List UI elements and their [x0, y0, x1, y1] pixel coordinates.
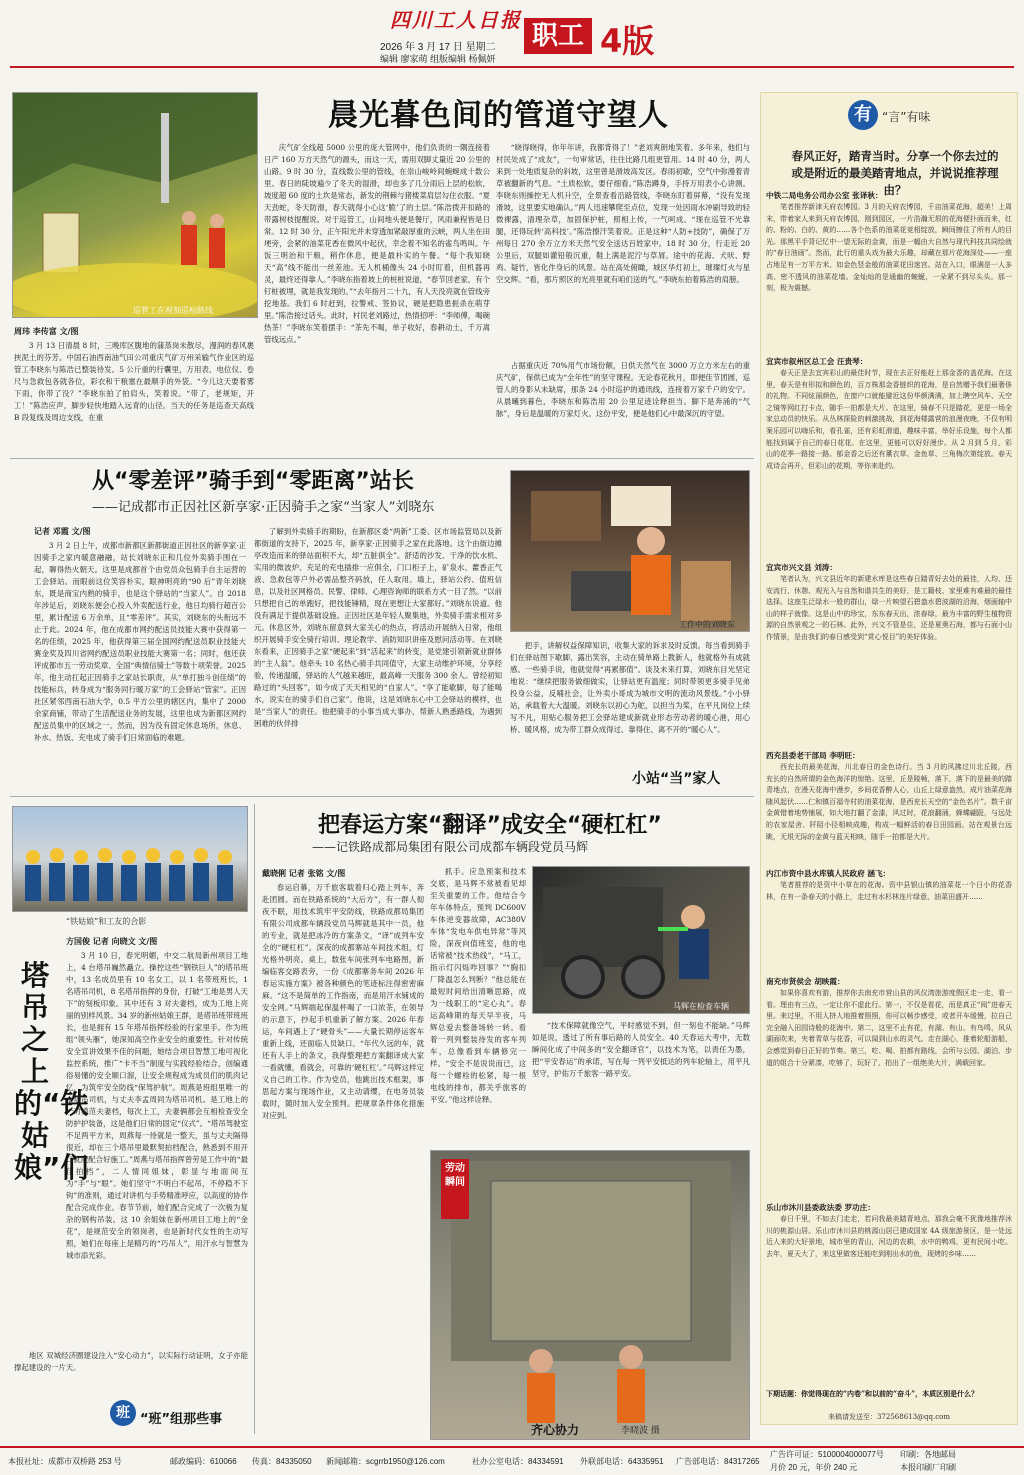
footer-postcode: 邮政编码：610066	[170, 1457, 237, 1466]
entry-2-body: 春天正是去宜宾彩山的最佳时节，现在去正好能赶上那金香的盖花海。在这里，春天是有形拟和颜色的，百万株那金香链织的花海，是自然赠予我们最奢侈的礼物。不同炫丽颜色，在窗户口就能避近这份华颜满满，加上聘空风车、天空之镜等网红打卡点，随手一拍都是大片。在这里，骑春不只是踏花，更是一场全家总动员的快乐。从丛林探险的刺激挑战，到花海楼露营的浪漫夜晚，不仅有明案乐园可以嗨乐和，看孔雀，还有彩虹滑道，趣味丰富，举好乐设施，每个人都能找到属于自己的春日花花。在这里，更能可以好好漫步。从 2 月到 5 月，彩山的花季一路接一路。郁金香之后还有薰衣草、金鱼草、三角梅次第绽放。春天成诗会再开，但彩山的花期，等你来赴约。	[766, 369, 1012, 470]
footer-email: 新闻邮箱：scgrrb1950@126.com	[326, 1457, 445, 1466]
entry-2-author: 宜宾市叙州区总工会 汪贵琴：	[766, 357, 868, 366]
footer-license: 广告许可证：5100004000077号	[770, 1450, 884, 1459]
story1-col4	[496, 360, 750, 452]
labor-moment-tag: 劳动瞬间	[441, 1159, 469, 1219]
crane-team-photo	[12, 806, 248, 912]
teamwork-photo-caption: 齐心协力	[531, 1423, 580, 1437]
story3-col3-text: “技术保障就像空气，平时感觉不到，但一刻也不能缺。”马辉如是说，透过了所有事后路的人员安全。40 天春运大考中，无数瞬间化成了中间多的“安全翻译官”，以技术为笔，以责任为墨，把“平安春运”的承诺，写在每一列平安抵达的列车轮轴上，用平凡坚守，护佑万千旅客一路平安。	[532, 1021, 750, 1078]
team-badge-icon: 班	[110, 1400, 136, 1426]
divider-3	[254, 804, 255, 1434]
entry-3-body: 笔者认为，兴文县近年的新建水库是这些春日踏青好去处的最佳，人均、还安流行，休憩、观光入与自然和谐共生的美好，是工籍枝、家里难有难最的最佳选择。这座生泛绿水一般的群山，绿一片映望石碧盎水碧波湖的沿海，烟画轴中山的样子就像。这是山中的珍宝，东东春天出，浓春绿，最为丰富的野生植物资源的自然景观之一的石林。此外，兴文不管是住，还是夏奥石海，都与石面小山作情景，是由我们的春日感受到“赏心悦目”的美好体验。	[766, 575, 1012, 641]
story3-extra-text	[262, 1442, 263, 1443]
footer-fax: 传真：84335050	[252, 1457, 312, 1466]
story2-headline: 从“零差评”骑手到“零距离”站长	[92, 469, 414, 494]
entry-7-text	[766, 1214, 1012, 1384]
story4-col2	[14, 1350, 248, 1386]
story1-headline: 晨光暮色间的管道守望人	[328, 98, 669, 133]
story1-byline: 周玮 李传富 文/图	[14, 327, 79, 336]
story2-tag: 小站“当”家人	[632, 771, 721, 787]
story3-extra	[262, 1442, 263, 1443]
footer-address: 本报社址：成都市双桥路 253 号	[8, 1457, 122, 1466]
story2-byline: 记者 邓霞 文/图	[34, 527, 91, 536]
story3-col2	[430, 866, 526, 1142]
divider-2	[10, 796, 754, 797]
entry-6-body: 如果你喜欢有游，推荐你去南充市营山县的风仪湾旅游度假区走一走，看一看。理由有三点，一定让你不虚此行。第一，不仅是看花，而是真正“阅”进春天里。来过里，不用人挤人地推着照照，你可以畅步感受，或者开车缓慢，拉自己完全融入田园诗般的花海中。第二，这里不止有花，有湖、有山、有鸟鸣，风从湖面吹来，夹着青草与花香，可以闻到山水的灵气。走在湖心，推着轮船游船，会感觉到春日正好的节奏。第三，吃、喝、拍都有路线，会所与公园、湖泊、步道的组合十分紧凑，吃够了，玩好了，拍出了一组绝美大片，满载回家。	[766, 989, 1012, 1067]
story2-col2	[254, 526, 502, 788]
story1-col2-text: 庆气矿全线超 5000 公里的庞大管网中，他们负责的一隅连接着日产 160 万方天然气的源头，而这一天，需用双脚丈量近 20 公里的山路。9 时 30 分，直线数公里的管线，在崇山峻岭间蜿蜒成十数公里。春日的陡坡遍少了冬天的湿滑，却也多了几分雨后上层的松软，坡度超 60 度的土坎是常态，新发的荆棘与猪楼菜肩层勾住衣服。“夏天劲蛇，冬天防滑，春天就得小心这‘脆’了的土层。”陈浩拨开扣路的带露树枝提醒说。对于巡管工，山间地头便是餐厅，风雨兼程皆是日常。12 时 30 分，正午阳光并未穿透加紧敲厚重的云峡，两人坐在田埂旁，会紧的油菜花香在微风中起伏，幸念着不知名的雀鸟鸣叫。午饭三明治和干粮，稍作休息，便是最朴实的午餐。“每个我知晓天“高”线不能出一丝差池。无人机桶像头 24 小时盯着，但机器再灵，最终还得靠人。”李晓东指着坡上的桩桩说道，“春节回老家，有个钉桩被埋，就是我发现的。”“去年指月二十九，有人天没亮就在管线旁挖地基。我们 6 时赶到，拉警戒、签协议，硬是把隐患扼杀在萌芽里。”陈浩接过话头。此时，村民老刘路过，热情招呼：“李师傅，喝碗热茶！”李晓东笑着摆手：“茶先不喝，单子收好，春耕动土，千万离管线远点。”	[264, 143, 490, 344]
footer-factory: 本报印刷厂印刷	[900, 1463, 956, 1472]
story4-col2-text: 地区 双城经济圈建设注入“安心动力”，以实际行动证明，女子亦能撑起建设的一片天。	[14, 1351, 248, 1372]
story3-byline: 戴晓俐 记者 张铭 文/图	[262, 869, 346, 878]
courier-photo-caption: 工作中的刘晓东	[679, 620, 735, 629]
footer-price: 月价 20 元，年价 240 元	[770, 1463, 858, 1472]
entry-4-body: 西充长的最美花海，川北春日的金色诗行。当 3 月的风拂过川北丘陵，西充长的自然所谓的金色海洋的惊艳。这里，丘是陵畅，落下，落下的是最美的踏青地点，在漫天花海中漫步，乡间花香醉人心，山丘上绿意盎然，成片油菜花海随风起伏……仁和镇百福寺村的油菜花海，是西充长天空的“金色名片”。数千亩金黄错着地势铺展，如大地打翻了金漆，风过时，花浪翻涌，蜂蝶翩跹，与远处的农家屋舍、阡陌小径相映成趣，构成一幅鲜活的春日田园画。站在观景台远眺，无垠无际的金黄与蓝天相映，随手一拍都是大片。	[766, 763, 1012, 841]
pipeline-photo-caption: 巡管工在视刻巡检路线	[133, 306, 213, 315]
story1-col3-text: “晓得晓得，你年年讲，我都背得了！”老刘爽朗地笑着。多年来，他们与村民处成了“成友”，一句审常话，往往比路几组更管用。14 时 40 分，两人来到一处地质复杂的斜坡，这里曾是滑坡高发区。春雨初歇，空气中弥漫着青草被翻新的气息。“土质松软，要仔细看。”陈浩蹲身，手持万用表小心讲测。李晓东则操控无人机升空，全景查看沿路管线，李晓东盯着屏幕，“没有发现滑坡，这里要实地确认。”两人迅速攀爬至点位，发现一处因雨水冲刷导致的轻微裸露，清理杂草，加固保护桩，照相上传，一气呵成。“现在巡管不光靠腿，还得玩转‘高科技’。”陈浩擦汗笑着说。正是这种“人防+技防”，确保了万州每日 270 余万立方米天然气安全送达百姓家中。18 时 30 分，行走近 20 公里后，双腿如灌铅般沉重，鞋上满是泥泞与草屑。途中的花海、犬吠、野鸡、疑竹，皆化作身后的风景。站在高处俯瞰，城区华灯初上，璀璨灯火与星空交辉。“看，那片照区的光亮里就有咱们送的气。”李晓东拍着陈浩的肩膀。	[496, 143, 750, 284]
railcar-inspection-photo	[532, 866, 750, 1014]
entry-7-body: 春日千里，不如去门走走，若问我最美踏青地点，那我会毫不犹豫地推荐沐川的桃源山居。乐山市沐川县的桃源山居已建成国家 4A 级旅游景区，是一处远近人来的大好景地，城市里的青山，河边的农耕，水中的鸭鸡，更有民间小吃。去年，夏天大了，来这里做客还能吃到刚出水的鱼，现烤的乡味……	[766, 1215, 1012, 1258]
entry-4-author: 西充县委老干部局 李明旺：	[766, 751, 860, 760]
footer-printer: 印刷：各地邮局	[900, 1450, 956, 1459]
courier-photo-illustration	[511, 471, 750, 632]
story1-col1-text: 3 月 13 日清晨 8 时，三晚库区腹地的蒲蒸岗未散尽，漫润的春风裹挟泥土的芬芳。中国石油西南油气田公司重庆气矿万州采输气作业区的巡管工李晓东与陈浩已整装待发。5 公斤重的行囊里，万用表、电位仪、卷尺与急救包各就各位，彩衣和干粮塞在最顺手的外袋。“今儿这天要着雾下雨，你带了没？”李晓东拍了拍肩头，笑着说。“带了，老规矩，开工！”陈浩应声，脚步轻快地踏入远青的山径。当天的任务是巡查天高线 B 段复线及周边支线，在重	[14, 341, 254, 422]
courier-station-photo	[510, 470, 750, 632]
story2-subtitle: ——记成都市正因社区新享家·正因骑手之家“当家人”刘晓东	[92, 500, 435, 515]
story4-tag: “班”组那些事	[140, 1412, 223, 1427]
next-topic: 下期话题：你觉得现在的“内卷”和以前的“奋斗”，本质区别是什么？	[766, 1389, 979, 1398]
masthead-rule	[10, 66, 1014, 68]
crane-photo-illustration	[13, 807, 248, 912]
entry-1-author: 中铁二局电务公司办公室 张译秋：	[766, 191, 883, 200]
entry-1-text	[766, 202, 1012, 350]
story4-vertical-title: 塔吊之上的“铁姑娘”们	[14, 959, 89, 1184]
footer-circulation-phone: 外联部电话：64335951	[580, 1457, 664, 1466]
section-label: 职工	[524, 18, 592, 54]
footer-ad-phone: 广告部电话：84317265	[676, 1457, 760, 1466]
paper-logo: 四川工人日报	[390, 8, 522, 32]
crane-photo-caption: “铁姑娘”和工友的合影	[66, 917, 147, 926]
teamwork-photo	[430, 1150, 750, 1440]
sidebar-badge-icon: 有	[848, 100, 878, 130]
sidebar-column-title: “言”有味	[882, 110, 931, 124]
railcar-photo-caption: 马辉在检查车辆	[673, 1002, 729, 1011]
footer	[0, 1446, 1024, 1475]
entry-5-text	[766, 880, 1012, 970]
story3-col2-text: 抓手。应急预案和技术交底，是马辉不常被看见却至关重要的工作。他结合今年车体特点，预判 DC600V 车体逆变器故障，AC380V 车体“发电车供电异常”等风险，深夜向值班室，他的电话常被“技术热线”，“马工，指示灯闪烁咋回事？”“胸扣厂降温怎么判断？”他总能在最短时间给出清晰思路，成为一线职工的“定心丸”。春运高峰期的每天早半夜，马辉总爱去整备场转一转。看着一列列整装待发的客车列车，总像看到车辆修完一样。“安全不是说说而已，这每一个螺栓的松紧，每一根电线的排布，都关乎旅客的平安。”他这样诠释。	[430, 867, 526, 1104]
entry-2-text	[766, 368, 1012, 556]
entry-6-text	[766, 988, 1012, 1196]
story3-subtitle: ——记铁路成都局集团有限公司成都车辆段党员马辉	[312, 840, 589, 854]
story1-col3	[496, 142, 750, 356]
story2-col1	[34, 540, 246, 788]
story4-byline: 方国俊 记者 向晓文 文/图	[66, 937, 158, 946]
story3-col1	[262, 882, 424, 1440]
story2-col3-text: 把手，讲解权益保障知识，收集大家的诉求及时反馈。每当看到骑手们在驿站图下歇脚、露出笑容，主动在骑单路上教新人，他就格外有成就感。一些骑手说，他就觉得“再累都值”。谈及未来打算，刘晓东目光坚定地说：“继续把服务做细做实，让驿站更有温度；同时带领更多骑手见弟投身公益，反哺社会，让外卖小哥成为城市文明的流动风景线。”小小驿站，承载着大大温暖。刘晓东以初心为舵，以担当为桨，在平凡岗位上续写不凡，用贴心服务把工会驿站建成新就业形态劳动者的暖心港，用心桥、暖风格，成为带工群众成得过、靠得住、离不开的“暖心人”。	[510, 641, 750, 734]
story4-col1-text: 3 月 10 日，春光明媚，中交二航局新州项目工地上，4 台塔吊巍然矗立。操控这些“钢铁巨人”的塔吊班中，13 名成员里有 10 名女工，以 1 名带班班长，1 名塔吊司机，8 名塔吊指挥的身份，打破“工地是男人天下”的刻板印象。其中还有 3 对夫妻档，成为工地上亮丽的别样风景。34 岁的新州姑娘王群，是塔吊班带班班长，也是拥有 15 年塔吊指挥经验的行家里手。作为班组“领头雁”，她深知高空作业安全的重要性。针对传统安全宣讲效果不佳的问题，她结合项目智慧工地可视化监控系统，推广“卡不当”制度与实践经验结合，创编通俗易懂的安全顺口溜，让安全规程成为成员们的肌肉记忆，为筑牢安全防线“保驾护航”。周燕是班组里唯一的女塔吊司机，与丈夫李孟周同为塔吊司机。是工地上的一对模范夫妻档，每次上工，夫妻俩都会互相检查安全防护护装备，这是他们日常的固定“仪式”。“塔吊驾驶室不足两平方米，周燕每一待就是一整天，虽与丈夫隔得很近，却在三个塔吊里最默契拍档配合，熟悉到不用开口就能配合好施工。”周燕与塔吊指挥曾劳是工作中的“最佳拍档”，二人情同姐妹，彰显与地面间互为“手”与“眼”。她们坚守“不明白不起吊，不停稳不下钩”的准则，通过对讲机与手势精准呼应，以高度的协作配合完成作业。春节节前，她们配合完成了一次极为复杂的钢构吊装。这 10 余姐妹在新州项目工地上的“金花”，是规范安全的领岗者，也是新时代女性的生动写照，她们在每座上是精巧的“巧吊人”，用汗水与智慧为城市添光彩。	[66, 951, 248, 1260]
issue-date: 2026 年 3 月 17 日 星期二	[380, 42, 496, 53]
page-number: 4版	[600, 22, 655, 60]
teamwork-photo-illustration	[431, 1151, 750, 1440]
story3-headline: 把春运方案“翻译”成安全“硬杠杠”	[318, 813, 662, 838]
railcar-photo-illustration	[533, 867, 750, 1014]
pipeline-patrol-photo	[12, 92, 258, 318]
story2-col2-text: 了解到外卖骑手的期盼，在新都区委“两新”工委、区市场监管局以及新都街道的支持下，2025 年，新享家·正因骑手之家在此落地。这个由街边摊亭改造而来的驿站面积不大，却“五脏俱全”。舒适的沙发、干净的饮水机、实用的微波炉、充足的充电插排一应俱全，门口柜子上，矿泉水、藿香正气液、急救包等户外必需品整齐码放，任人取用。墙上，驿站公约、值班信息，以及社区网格员、民警、律师、心理咨询师的联系方式一目了然。“以前只想把自己的单跑好，把技能锤精，现在更想让大家都好。”刘晓东说道。他没有满足于提供基础设施。正因社区是年轻人聚集地，外卖骑手需求相对多元。休息区外，刘晓东留意到大家关心的热点，将活动开展纳入日常，他组织开展骑手安全骑行培训、理论教学、消防知识讲座及慰问活动等。在刘晓东看来，正因骑手之家“硬起来”到“活起来”的转变，是党建引领新就业群体的“主人翁”。他牵头 10 名热心骑手共同值守，大家主动维护环境，分享经验，传递温暖，驿站的人气越来越旺，最高峰一天服务 300 余人。曾经初知路过的“头回客”，如今成了天天相见的“自家人”。“享了能歇脚，每了能喝水，说实在的骑手们自己家”。他说，这是刘晓东心中工会驿站的模样，也是“当家人”的责任。他把骑手的小事当成大事办，帮新人熟悉路线，为遇到困难的伙伴排	[254, 527, 502, 728]
masthead	[0, 0, 1024, 64]
story1-col2	[264, 142, 490, 452]
entry-5-author: 内江市资中县水库镇人民政府 涵飞：	[766, 869, 891, 878]
entry-7-author: 乐山市沐川县委政法委 罗功庄：	[766, 1203, 875, 1212]
entry-1-body: 笔者推荐新津天府农博园。3 月的天府农博园，千亩油菜花海，超美！上周末，带着家人来到天府农博园，刚到园区，一片浩瀚无垠的花海便扑面而来，红的、粉的、白的、黄的……各个色系的油菜花竞相绽放，瞬间擦住了所有人的目光。那黑平手背记忆中一望无际的金黄，而是一幅由大自然与现代科技共同绘就的“春日油画”。然而，此行的重头戏为最大乐趣，却藏在那片花海深处——一座占地足有一万平方米、如金色竖金般的油菜花田迷宫。站在入口，眼满是一人多高、密不透风的油菜花墙。金灿灿的是通幽的蜿蜒，一朵紧不到尽头头。那一刻，极为震撼。	[766, 203, 1012, 293]
story1-col1	[14, 340, 254, 452]
footer-office-phone: 社办公室电话：84334591	[472, 1457, 564, 1466]
entry-5-body: 笔者推荐的是资中小草在的花海。资中县银山镇的油菜花一个日小的花香林，在有一条春天的小路上，走过有水杉林连片绿意，油菜田盛开……	[766, 881, 1012, 901]
story4-col1	[66, 950, 248, 1344]
story2-col1-text: 3 月 2 日上午，成都市新都区新都街道正因社区的新享家·正因骑手之家内暖意融融，站长刘晓东正和几位外卖骑手围在一起，聊得热火朝天。这里是成都首个由党员众包骑手自主运营的工会驿站。而眼前这位笑容朴实，眼神明亮的“90 后”青年刘晓东，既是商宝内熟的骑手，也是这个驿站的“当家人”。自 2018 年涉足后，刘晓东便会心投入外卖配送行业，他日均骑行超百公里，累计配送 6 万余单，且“零差评”。其实，刘晓东的头衔远不止于此。2024 年，他在成都市网约配送员技能大赛中获得第一名的佳绩，2025 年，他获得第三届全国网约配送员职业技能大赛金奖及四川省网约配送员职业技能大赛第一名；同时，他还获评成都市五一劳动奖章、全国“典情信骑士”等数十项荣誉。2025 年，他主动扛起正因骑手之家站长职责，从“单打独斗创佳绩”的技能标兵，转身成为“服务同行暖万家”的工会驿站“管家”。正因社区紧邻西南石油大学，0.5 平方公里的辖区内，集中了 2000 余家商铺，带动了生活配送业务的发展，这里也成为新都区网约配送员集中的区域之一。然而，因为没有固定休息场所，休息、补水、热饭、充电成了骑手们日常面临的难题。	[34, 541, 246, 742]
story3-col1-text: 春运启幕，万千旅客载着归心踏上列车，奔赴团圆。而在铁路系统的“大后方”，有一群人彻夜不眠，用技术筑牢平安防线，铁路成都局集团有限公司成都车辆段党员马辉就是其中一员，他的专业，就是把冰冷的方案条文，“译”成列车安全的“硬杠杠”。深夜的成都寨站车间技术组，灯光格外明亮。桌上，数张车间张列车电路图，新编临客交路表旁，一份《成都寨务车间 2026 年春运实施方案》被各种颜色的笔迹标注得密密麻麻。“这不是简单的工作指南，而是用汗水铺成的安全网。”马辉端起保温杯喝了一口浓茶，在领导的示意下，抄起手机重新了解方案。2026 年春运，车间遇上了“硬骨头”——大量长期停运客车重新上线，还面临人员缺口。“年代久远的车，就还有人手上的条文，我得整理把方案翻译成大家一看就懂，看就会，可靠的‘硬杠杠’。”马辉这样定义自己的工作。作为党员，他跳出技术框架，事思起方案与现场作业，又主动请缨，在电务员装载时，随时加入安全预判。把规章条件体化措施对应到。	[262, 883, 424, 1120]
entry-3-author: 宜宾市兴文县 刘涛：	[766, 563, 837, 572]
entry-3-text	[766, 574, 1012, 744]
divider-1	[10, 458, 754, 459]
sidebar-question: 春风正好，踏青当时。分享一个你去过的或是附近的最美踏青地点，并说说推荐理由？	[791, 149, 999, 197]
pipeline-photo-illustration	[13, 93, 258, 318]
editors-line: 编辑 廖家萌 组版编辑 杨佩妍	[380, 54, 496, 64]
submission-email: 来稿请发送至：372568613@qq.com	[827, 1413, 951, 1421]
story1-col4-text: 占据重庆近 70%用气市场份额，日供天然气在 3000 万立方米左右的重庆气矿，保供已成为“全年性”的坚守课程。无论春花秋月，即便佳节团圆，巡管人的身影从未缺席，那条 24 小时巡护的通讯线，连接着万家千户的安宁。从晨曦到暮色，李晓东和陈浩用 20 公里足迹诠释担当。脚下是奔涌的“气脉”，身后是温暖的万家灯火。这份平安，便是他们心中最深沉的守望。	[496, 361, 750, 418]
teamwork-photo-credit: 李晓波 摄	[621, 1426, 660, 1436]
entry-4-text	[766, 762, 1012, 862]
entry-6-author: 南充市贤侯会 胡映霞：	[766, 977, 845, 986]
story2-col3	[510, 640, 750, 788]
story3-col3	[532, 1020, 750, 1142]
